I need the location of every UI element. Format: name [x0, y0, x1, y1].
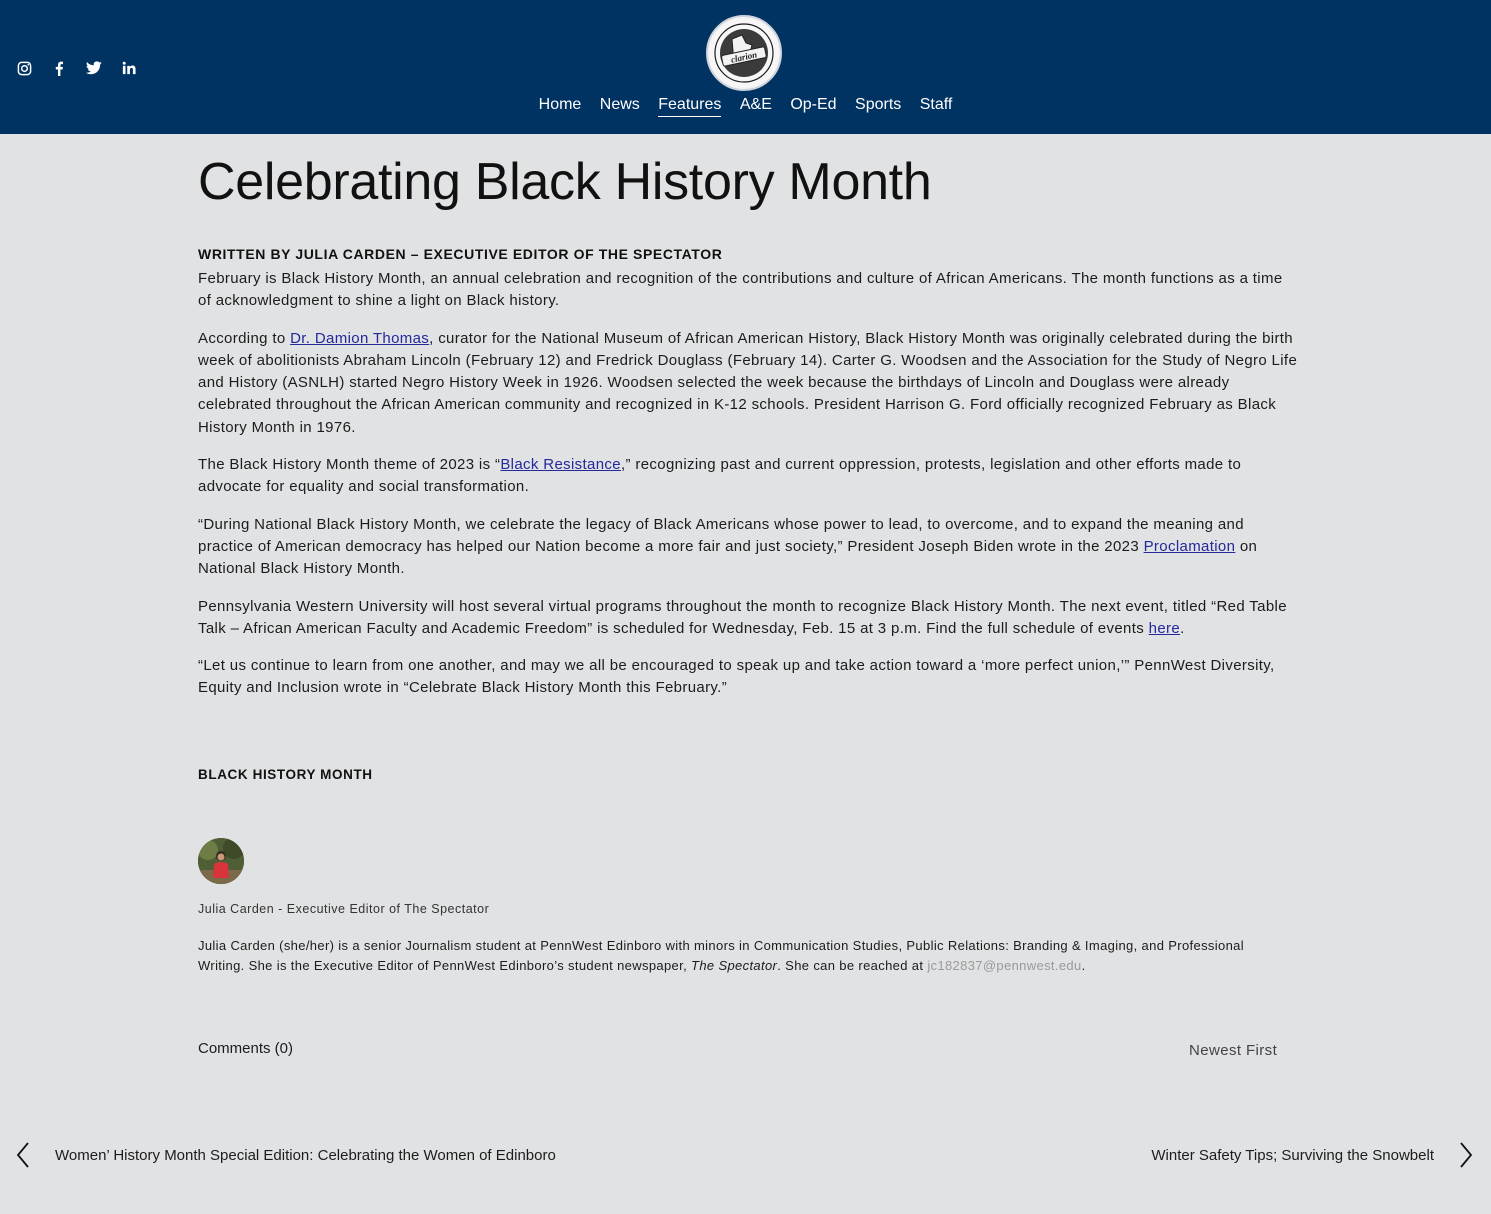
main-nav [0, 96, 1491, 117]
schedule-here-link[interactable]: here [1148, 619, 1181, 637]
next-article-link[interactable] [1151, 1141, 1473, 1169]
paragraph-4-text: “During National Black History Month, we celebrate the legacy of Black Americans whose power to lead, to overcome, and to expand the meaning and practice of American democracy has helped our Nation become a more fair and just society,” President Joseph Biden wrote in the 2023 [198, 515, 1244, 555]
nav-news[interactable]: News [599, 96, 640, 113]
proclamation-link[interactable]: Proclamation [1143, 537, 1236, 555]
black-resistance-link[interactable]: Black Resistance [500, 456, 621, 474]
paragraph-5-text: Pennsylvania Western University will host several virtual programs throughout the month to recognize Black History Month. The next event, titled “Red Table Talk – African American Faculty and Academic Freedom” is scheduled for Wednesday, Feb. 15 at 3 p.m. Find the full schedule of events [198, 597, 1287, 637]
instagram-icon[interactable] [14, 58, 34, 78]
author-bio [198, 936, 1288, 976]
paragraph-3 [198, 454, 1298, 499]
author-bio-text-end: . [1081, 958, 1086, 973]
nav-ae[interactable]: A&E [739, 96, 772, 113]
paragraph-2 [198, 328, 1298, 439]
svg-text:clarion: clarion [729, 49, 759, 65]
paragraph-3-text-end: ,” recognizing past and current oppression, protests, legislation and other efforts made to advocate for equality and social transformation. [198, 456, 1242, 496]
article-title: Celebrating Black History Month [198, 153, 932, 211]
avatar [198, 838, 244, 884]
facebook-icon[interactable] [49, 58, 69, 78]
chevron-right-icon [1459, 1141, 1473, 1169]
chevron-left-icon [16, 1141, 30, 1169]
paragraph-4-text-end: on National Black History Month. [198, 537, 1258, 578]
paragraph-6: “Let us continue to learn from one another, and may we all be encouraged to speak up and take action toward a ‘more perfect union,’” PennWest Diversity, Equity and Inclusion wrote in “Celebrate Black History Month this February.” [198, 657, 1275, 697]
paragraph-4 [198, 514, 1298, 581]
author-bio-publication: The Spectator [691, 958, 778, 973]
svg-text:· · · · ·: · · · · · [737, 22, 751, 28]
paragraph-5-text-end: . [1180, 619, 1185, 637]
linkedin-icon[interactable] [119, 58, 139, 78]
author-bio-text: Julia Carden (she/her) is a senior Journalism student at PennWest Edinboro with minors in Communication Studies, Public Relations: Branding & Imaging, and Professional Writing. She is the Executive Editor of PennWest Edinboro’s student newspaper, [198, 938, 1244, 973]
nav-op-ed[interactable]: Op-Ed [790, 96, 837, 113]
nav-staff[interactable]: Staff [919, 96, 953, 113]
paragraph-5 [198, 596, 1298, 641]
author-name: Julia Carden - Executive Editor of The Spectator [198, 902, 490, 916]
article-byline: WRITTEN BY JULIA CARDEN – EXECUTIVE EDITOR OF THE SPECTATOR [198, 246, 723, 262]
paragraph-3-text: The Black History Month theme of 2023 is “ [198, 456, 501, 474]
nav-features[interactable]: Features [658, 96, 721, 117]
tag-black-history-month[interactable]: BLACK HISTORY MONTH [198, 767, 373, 782]
previous-article-title: Women’ History Month Special Edition: Celebrating the Women of Edinboro [55, 1146, 556, 1164]
paragraph-2-text-end: , curator for the National Museum of African American History, Black History Month was originally celebrated during the birth week of abolitionists Abraham Lincoln (February 12) and Fredrick Douglass (February 14). Carter G. Woodsen and the Association for the Study of Negro Life and History (ASNLH) started Negro History Week in 1926. Woodsen selected the week because the birthdays of Lincoln and Douglass were already celebrated throughout the African American community and recognized in K-12 schools. President Harrison G. Ford officially recognized February as Black History Month in 1976. [198, 329, 1298, 436]
comments-toggle[interactable]: Comments (0) [198, 1040, 294, 1057]
paragraph-2-text: According to [198, 329, 291, 347]
nav-sports[interactable]: Sports [855, 96, 902, 113]
social-links [14, 58, 154, 78]
clarion-call-logo[interactable] [706, 15, 782, 91]
next-article-title: Winter Safety Tips; Surviving the Snowbelt [1151, 1146, 1434, 1164]
comments-sort-dropdown[interactable]: Newest First [1189, 1042, 1278, 1059]
author-bio-text-mid: . She can be reached at [777, 958, 928, 973]
author-email[interactable]: jc182837@pennwest.edu [927, 958, 1082, 973]
previous-article-link[interactable] [16, 1141, 556, 1169]
damion-thomas-link[interactable]: Dr. Damion Thomas [290, 329, 430, 347]
twitter-icon[interactable] [84, 58, 104, 78]
nav-home[interactable]: Home [538, 96, 582, 113]
site-header [0, 0, 1491, 134]
article-body [198, 268, 1298, 715]
paragraph-1: February is Black History Month, an annual celebration and recognition of the contributions and culture of African Americans. The month functions as a time of acknowledgment to shine a light on Black history. [198, 270, 1283, 310]
